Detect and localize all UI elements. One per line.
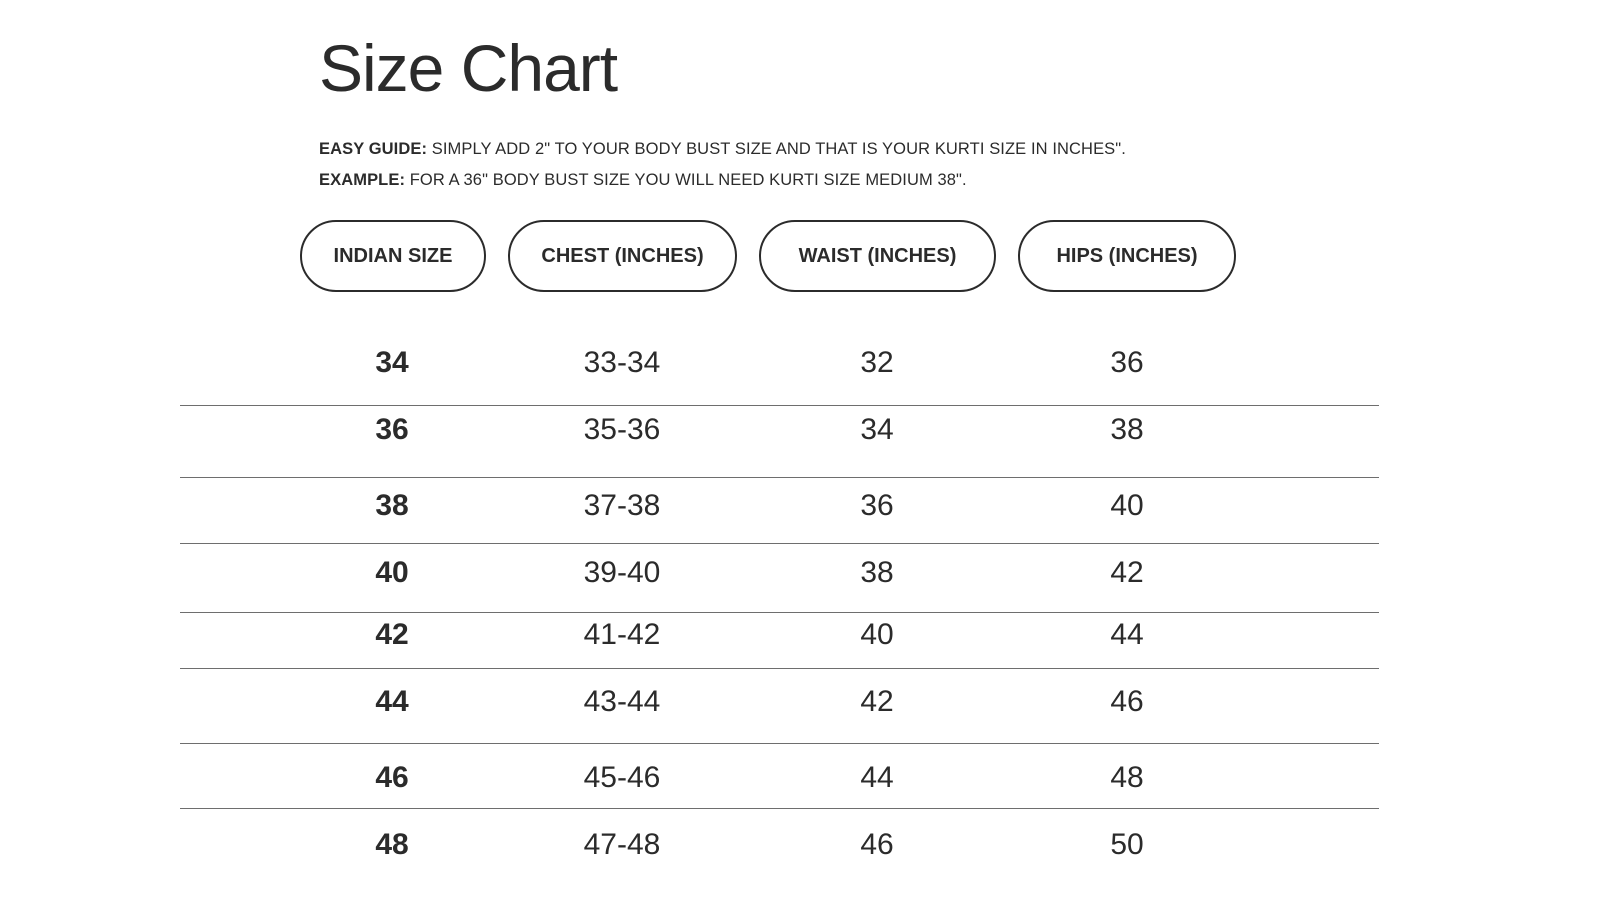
cell-size: 48: [375, 828, 409, 861]
cell-chest: 47-48: [583, 828, 661, 861]
cell-waist: 34: [860, 413, 894, 446]
cell-hips: 38: [1110, 413, 1144, 446]
cell-waist: 38: [860, 556, 894, 589]
easy-guide-label: EASY GUIDE:: [319, 140, 428, 158]
row-divider: [180, 405, 1379, 406]
cell-chest: 37-38: [583, 489, 661, 522]
cell-chest: 35-36: [583, 413, 661, 446]
row-divider: [180, 808, 1379, 809]
cell-waist: 32: [860, 346, 894, 379]
cell-waist: 46: [860, 828, 894, 861]
example-note: [319, 171, 967, 190]
cell-chest: 33-34: [583, 346, 661, 379]
example-label: EXAMPLE:: [319, 171, 406, 189]
page-title: Size Chart: [319, 31, 618, 105]
cell-chest: 41-42: [583, 618, 661, 651]
cell-hips: 50: [1110, 828, 1144, 861]
cell-waist: 40: [860, 618, 894, 651]
header-indian-size: INDIAN SIZE: [300, 220, 486, 292]
header-chest: CHEST (INCHES): [508, 220, 737, 292]
cell-size: 44: [375, 685, 409, 718]
cell-size: 46: [375, 761, 409, 794]
row-divider: [180, 477, 1379, 478]
easy-guide-note: [319, 140, 1126, 159]
cell-hips: 40: [1110, 489, 1144, 522]
cell-size: 34: [375, 346, 409, 379]
cell-size: 42: [375, 618, 409, 651]
row-divider: [180, 743, 1379, 744]
cell-size: 36: [375, 413, 409, 446]
cell-size: 40: [375, 556, 409, 589]
cell-hips: 42: [1110, 556, 1144, 589]
cell-hips: 46: [1110, 685, 1144, 718]
cell-waist: 44: [860, 761, 894, 794]
cell-chest: 39-40: [583, 556, 661, 589]
cell-size: 38: [375, 489, 409, 522]
cell-waist: 42: [860, 685, 894, 718]
cell-waist: 36: [860, 489, 894, 522]
easy-guide-text: SIMPLY ADD 2" TO YOUR BODY BUST SIZE AND THAT IS YOUR KURTI SIZE IN INCHES".: [427, 140, 1126, 158]
cell-hips: 48: [1110, 761, 1144, 794]
row-divider: [180, 543, 1379, 544]
cell-chest: 43-44: [583, 685, 661, 718]
example-text: FOR A 36" BODY BUST SIZE YOU WILL NEED KURTI SIZE MEDIUM 38".: [405, 171, 967, 189]
header-waist: WAIST (INCHES): [759, 220, 996, 292]
header-hips: HIPS (INCHES): [1018, 220, 1236, 292]
cell-hips: 36: [1110, 346, 1144, 379]
row-divider: [180, 612, 1379, 613]
cell-hips: 44: [1110, 618, 1144, 651]
row-divider: [180, 668, 1379, 669]
cell-chest: 45-46: [583, 761, 661, 794]
